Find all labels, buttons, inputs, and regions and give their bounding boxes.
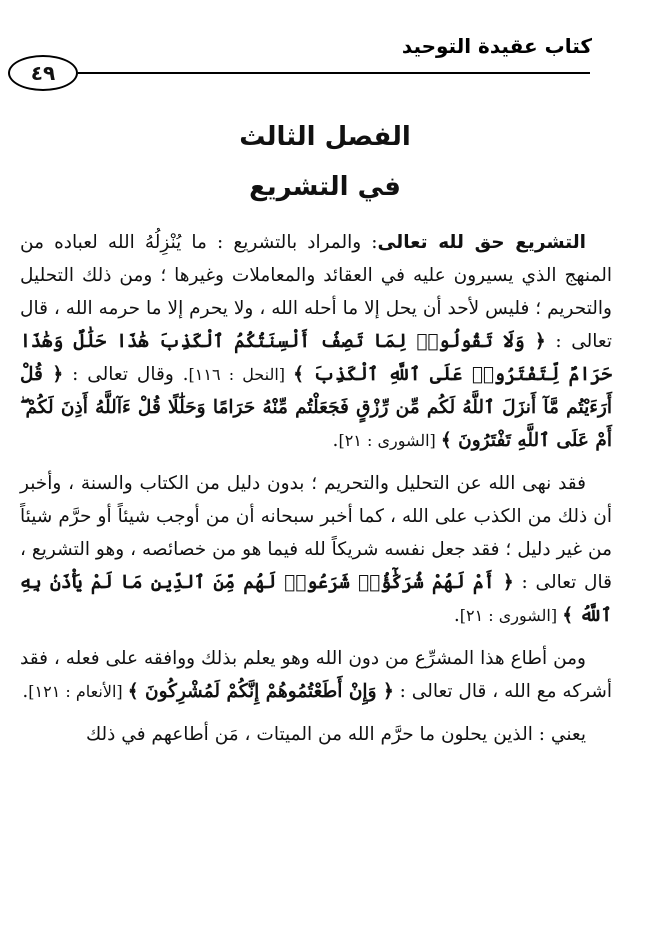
text-run: : والمراد بالتشريع : ما يُنْزِلُهُ الله لعباده من المنهج الذي يسيرون عليه في العقائد والمعاملات وغيرها ؛ ومن ذلك التحليل والتحريم ؛ فليس لأحد أن يحل إلا ما أحله الله ، ولا يحرم إلا ما حرمه الله ، قال تعالى : xyxy=(20,232,612,352)
running-header: كتاب عقيدة التوحيد xyxy=(401,34,592,58)
quran-verse: ﴿ أَمْ لَهُمْ شُرَكَٰٓؤُا۟ شَرَعُوا۟ لَهُم مِّنَ ٱلدِّينِ مَا لَمْ يَأْذَنۢ بِهِ ٱللَّهُ ﴾ xyxy=(20,572,612,626)
quran-verse: ﴿ وَلَا تَقُولُوا۟ لِمَا تَصِفُ أَلْسِنَتُكُمُ ٱلْكَذِبَ هَٰذَا حَلَٰلٌ وَهَٰذَا حَرَامٌ لِّتَفْتَرُوا۟ عَلَى ٱللَّهِ ٱلْكَذِبَ ﴾ xyxy=(20,331,613,385)
body-text xyxy=(20,226,612,751)
verse-reference: [الشورى : ٢١] xyxy=(459,606,563,625)
paragraph xyxy=(20,718,612,751)
text-run: . xyxy=(453,605,460,626)
paragraph xyxy=(20,642,612,708)
verse-reference: [الشورى : ٢١] xyxy=(338,431,441,450)
text-run: فقد نهى الله عن التحليل والتحريم ؛ بدون دليل من الكتاب والسنة ، وأخبر أن ذلك من الكذب على الله ، كما أخبر سبحانه أن من أوجب شيئاً أو حرَّم شيئاً من غير دليل ؛ فقد جعل نفسه شريكاً لله فيما هو من خصائصه ، وهو التشريع ، قال تعالى : xyxy=(20,473,612,593)
text-run: . xyxy=(332,430,339,451)
text-run: . وقال تعالى : xyxy=(63,364,189,385)
page-number-text: ٤٩ xyxy=(30,61,56,85)
text-run: ومن أطاع هذا المشرِّع من دون الله وهو يعلم بذلك ووافقه على فعله ، فقد أشركه مع الله ، قال تعالى : xyxy=(20,648,612,702)
header-rule xyxy=(78,72,590,74)
page-number xyxy=(8,55,78,91)
chapter-subtitle: في التشريع xyxy=(249,172,401,202)
chapter-title: الفصل الثالث xyxy=(239,122,411,152)
text-run: يعني : الذين يحلون ما حرَّم الله من الميتات ، مَن أطاعهم في ذلك xyxy=(85,724,586,745)
quran-verse: ﴿ وَإِنْ أَطَعْتُمُوهُمْ إِنَّكُمْ لَمُشْرِكُونَ ﴾ xyxy=(127,681,394,702)
lead-term: التشريع حق لله تعالى xyxy=(377,232,586,253)
paragraph xyxy=(20,467,612,632)
verse-reference: [الأنعام : ١٢١] xyxy=(28,682,128,701)
verse-reference: [النحل : ١١٦] xyxy=(188,365,294,384)
paragraph xyxy=(20,226,612,457)
text-run: . xyxy=(22,681,29,702)
quran-verse: ﴿ قُلْ أَرَءَيْتُم مَّآ أَنزَلَ ٱللَّهُ لَكُم مِّن رِّزْقٍ فَجَعَلْتُم مِّنْهُ حَرَامًا وَحَلَٰلًا قُلْ ءَآللَّهُ أَذِنَ لَكُمْ ۖ أَمْ عَلَى ٱللَّهِ تَفْتَرُونَ ﴾ xyxy=(20,364,612,451)
